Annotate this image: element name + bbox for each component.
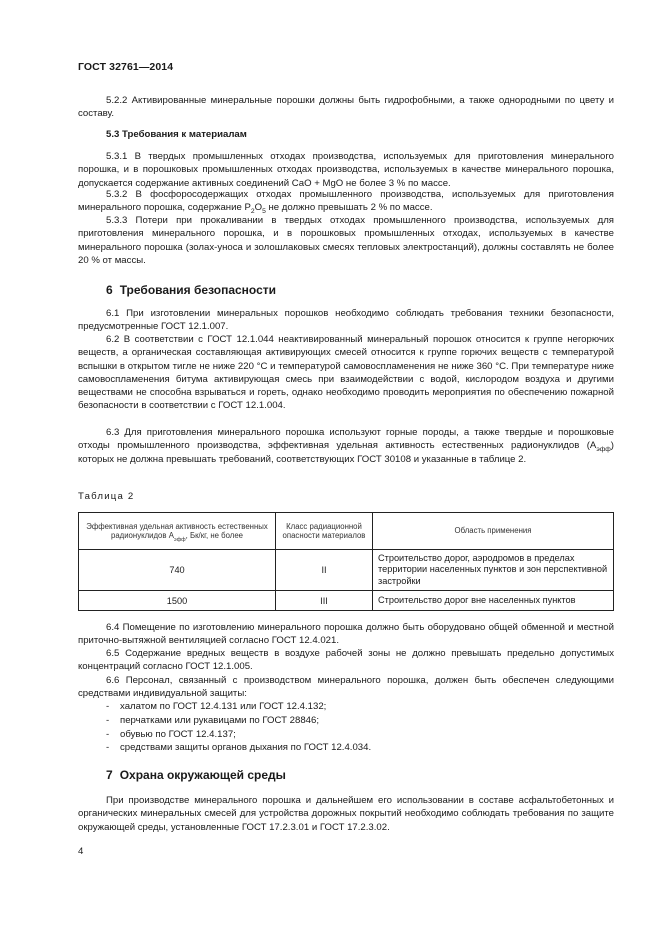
paragraph-6-4: 6.4 Помещение по изготовлению минерального порошка должно быть оборудовано общей обменной и местной приточно-вытяжной вентиляцией согласно ГОСТ 12.4.021. bbox=[78, 622, 614, 647]
paragraph-7: При производстве минерального порошка и дальнейшем его использовании в составе асфальтобетонных и органических минеральных смесей для устройства дорожных покрытий необходимо соблюдать требования по защите окружающей среды, установленные ГОСТ 17.2.3.01 и ГОСТ 17.2.3.02. bbox=[78, 795, 614, 833]
list-item-text: обувью по ГОСТ 12.4.137; bbox=[120, 728, 236, 740]
header-class: Класс радиационной опасности материалов bbox=[276, 513, 373, 550]
paragraph-text: 6.3 Для приготовления минерального порошка используют горные породы, а также твердые и порошковые отходы промышленного производства, эффективная удельная активность естественных радионуклидов (А bbox=[78, 427, 614, 452]
header-text: , Бк/кг, не более bbox=[185, 531, 243, 540]
header-text: Эффективная удельная активность естественных радионуклидов А bbox=[86, 521, 268, 540]
list-dash: - bbox=[106, 742, 110, 754]
paragraph-6-5: 6.5 Содержание вредных веществ в воздухе рабочей зоны не должно превышать предельно допустимых концентраций согласно ГОСТ 12.1.005. bbox=[78, 648, 614, 673]
list-dash: - bbox=[106, 728, 110, 740]
list-item bbox=[106, 741, 371, 755]
cell-activity: 740 bbox=[79, 550, 276, 591]
subscript: 2 bbox=[250, 208, 255, 216]
paragraph-5-3-1: 5.3.1 В твердых промышленных отходах производства, используемых для приготовления минерального порошка, и в порошковых промышленных отходах производства, используемых в качестве минерального порошка, допускается содержание активных соединений CaO + MgO не более 3 % по массе. bbox=[78, 151, 614, 189]
cell-activity: 1500 bbox=[79, 591, 276, 611]
radiation-table bbox=[78, 512, 614, 611]
cell-scope: Строительство дорог, аэродромов в пределах территории населенных пунктов и зон перспективной застройки bbox=[373, 550, 614, 591]
paragraph-text: O bbox=[254, 202, 263, 214]
list-item bbox=[106, 728, 371, 742]
list-dash: - bbox=[106, 701, 110, 712]
list-item bbox=[106, 714, 371, 728]
paragraph-6-1: 6.1 При изготовлении минеральных порошков необходимо соблюдать требования техники безопасности, предусмотренные ГОСТ 12.1.007. bbox=[78, 308, 614, 333]
list-dash: - bbox=[106, 714, 110, 726]
table-header-row bbox=[79, 513, 614, 550]
document-code: ГОСТ 32761—2014 bbox=[78, 61, 174, 73]
paragraph-6-2: 6.2 В соответствии с ГОСТ 12.1.044 неактивированный минеральный порошок относится к группе негорючих веществ, а органическая составляющая активирующих смесей относится к группе горючих веществ с температурой вспышки в открытом тигле не ниже 220 °С и температурой самовоспламенения не ниже 360 °С. При температуре ниже самовоспламенения битума активирующая смесь при взаимодействии с водой, кислородом воздуха и другими веществами не способна взрываться и гореть, однако необходимо проводить мероприятия по обеспечению пожарной безопасности в соответствии с ГОСТ 12.1.004. bbox=[78, 334, 614, 412]
section-heading-6 bbox=[106, 283, 283, 297]
list-item bbox=[106, 700, 371, 714]
paragraph-5-3-2 bbox=[78, 188, 614, 215]
section-heading-7 bbox=[106, 768, 293, 782]
subscript: эфф bbox=[596, 446, 611, 454]
table-row bbox=[79, 550, 614, 591]
section-number: 7 bbox=[106, 768, 113, 782]
protection-list bbox=[106, 700, 371, 755]
subsection-number: 5.3 bbox=[106, 129, 120, 140]
section-title: Требования безопасности bbox=[119, 283, 277, 297]
page-number: 4 bbox=[78, 846, 84, 857]
list-item-text: средствами защиты органов дыхания по ГОСТ 12.4.034. bbox=[120, 742, 372, 754]
paragraph-5-2-2: 5.2.2 Активированные минеральные порошки должны быть гидрофобными, а также однородными по цвету и составу. bbox=[78, 95, 614, 120]
cell-class: III bbox=[276, 591, 373, 611]
header-activity bbox=[79, 513, 276, 550]
paragraph-6-6: 6.6 Персонал, связанный с производством минерального порошка, должен быть обеспечен следующими средствами индивидуальной защиты: bbox=[78, 675, 614, 700]
section-number: 6 bbox=[106, 283, 113, 297]
section-title: Охрана окружающей среды bbox=[119, 768, 286, 782]
list-item-text: перчатками или рукавицами по ГОСТ 28846; bbox=[120, 714, 319, 726]
table-row bbox=[79, 591, 614, 611]
paragraph-text: 5.3.2 В фосфоросодержащих отходах промышленного производства, используемых для приготовления минерального порошка, содержание P bbox=[78, 189, 614, 214]
list-item-text: халатом по ГОСТ 12.4.131 или ГОСТ 12.4.132; bbox=[120, 701, 327, 712]
paragraph-5-3-3: 5.3.3 Потери при прокаливании в твердых отходах промышленного производства, используемых для приготовления минерального порошка, и в порошковых промышленных отходах, используемых в качестве минерального порошка (золах-уноса и золошлаковых смесях тепловых электростанций), должны составлять не более 20 % от массы. bbox=[78, 215, 614, 266]
subsection-title: Требования к материалам bbox=[122, 129, 247, 140]
cell-scope: Строительство дорог вне населенных пунктов bbox=[373, 591, 614, 611]
paragraph-6-3 bbox=[78, 426, 614, 466]
paragraph-text: не должно превышать 2 % по массе. bbox=[265, 202, 433, 214]
subscript: эфф bbox=[173, 537, 186, 543]
paragraph-text: ) которых не должна превышать требований, соответствующих ГОСТ 30108 и указанные в таблице 2. bbox=[78, 440, 614, 465]
cell-class: II bbox=[276, 550, 373, 591]
subscript: 5 bbox=[262, 208, 266, 216]
table-caption: Таблица 2 bbox=[78, 491, 135, 502]
header-scope: Область применения bbox=[373, 513, 614, 550]
subsection-heading-5-3 bbox=[106, 129, 247, 140]
